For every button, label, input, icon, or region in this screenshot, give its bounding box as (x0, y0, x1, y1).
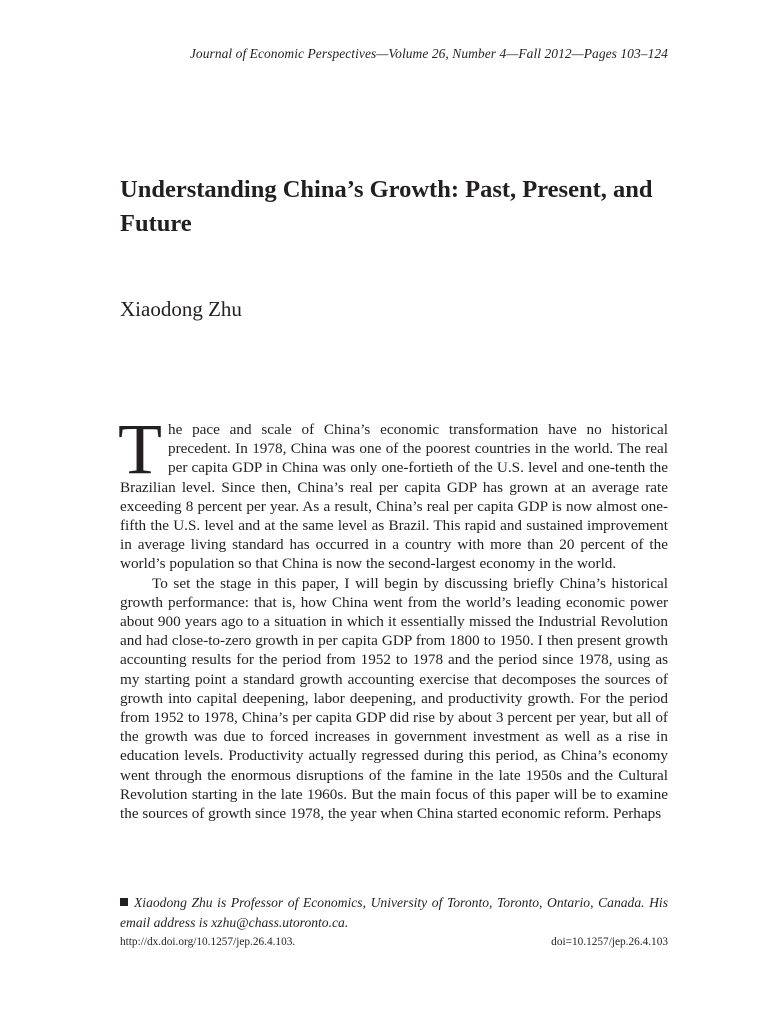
doi-id: doi=10.1257/jep.26.4.103 (551, 936, 668, 948)
author-name: Xiaodong Zhu (120, 297, 242, 321)
running-head: Journal of Economic Perspectives—Volume 26, Number 4—Fall 2012—Pages 103–124 (189, 46, 668, 61)
square-bullet-icon (120, 898, 128, 906)
paragraph-1 (118, 409, 668, 574)
author-footnote (120, 893, 668, 932)
article-body (118, 409, 668, 823)
footnote-text: Xiaodong Zhu is Professor of Economics, University of Toronto, Toronto, Ontario, Canada. His email address is xzhu@chass.utoronto.ca. (120, 895, 668, 930)
article-title: Understanding China’s Growth: Past, Present, and Future (120, 176, 653, 237)
paragraph-2: To set the stage in this paper, I will begin by discussing briefly China’s historical growth performance: that is, how China went from the world’s leading economic power about 900 years ago to a situation in which it essentially missed the Industrial Revolution and had close-to-zero growth in per capita GDP from 1800 to 1950. I then present growth accounting results for the period from 1952 to 1978 and the period since 1978, using as my starting point a standard growth accounting exercise that decomposes the sources of growth into capital deepening, labor deepening, and productivity growth. For the period from 1952 to 1978, China’s per capita GDP did rise by about 3 percent per year, but all of the growth was due to forced increases in government investment as well as a rise in education levels. Productivity actually regressed during this period, as China’s economy went through the enormous disruptions of the famine in the late 1950s and the Cultural Revolution starting in the late 1960s. But the main focus of this paper will be to examine the sources of growth since 1978, the year when China started economic reform. Perhaps (120, 574, 668, 823)
doi-url: http://dx.doi.org/10.1257/jep.26.4.103. (120, 936, 296, 948)
drop-cap: T (118, 409, 162, 489)
paragraph-1-text: he pace and scale of China’s economic transformation have no historical precedent. In 1978, China was one of the poorest countries in the world. The real per capita GDP in China was only one-fortieth of the U.S. level and one-tenth the Brazilian level. Since then, China’s real per capita GDP has grown at an average rate exceeding 8 percent per year. As a result, China’s real per capita GDP is now almost one-fifth the U.S. level and at the same level as Brazil. This rapid and sustained improvement in average living standard has occurred in a country with more than 20 percent of the world’s population so that China is now the second-largest economy in the world. (120, 421, 668, 573)
